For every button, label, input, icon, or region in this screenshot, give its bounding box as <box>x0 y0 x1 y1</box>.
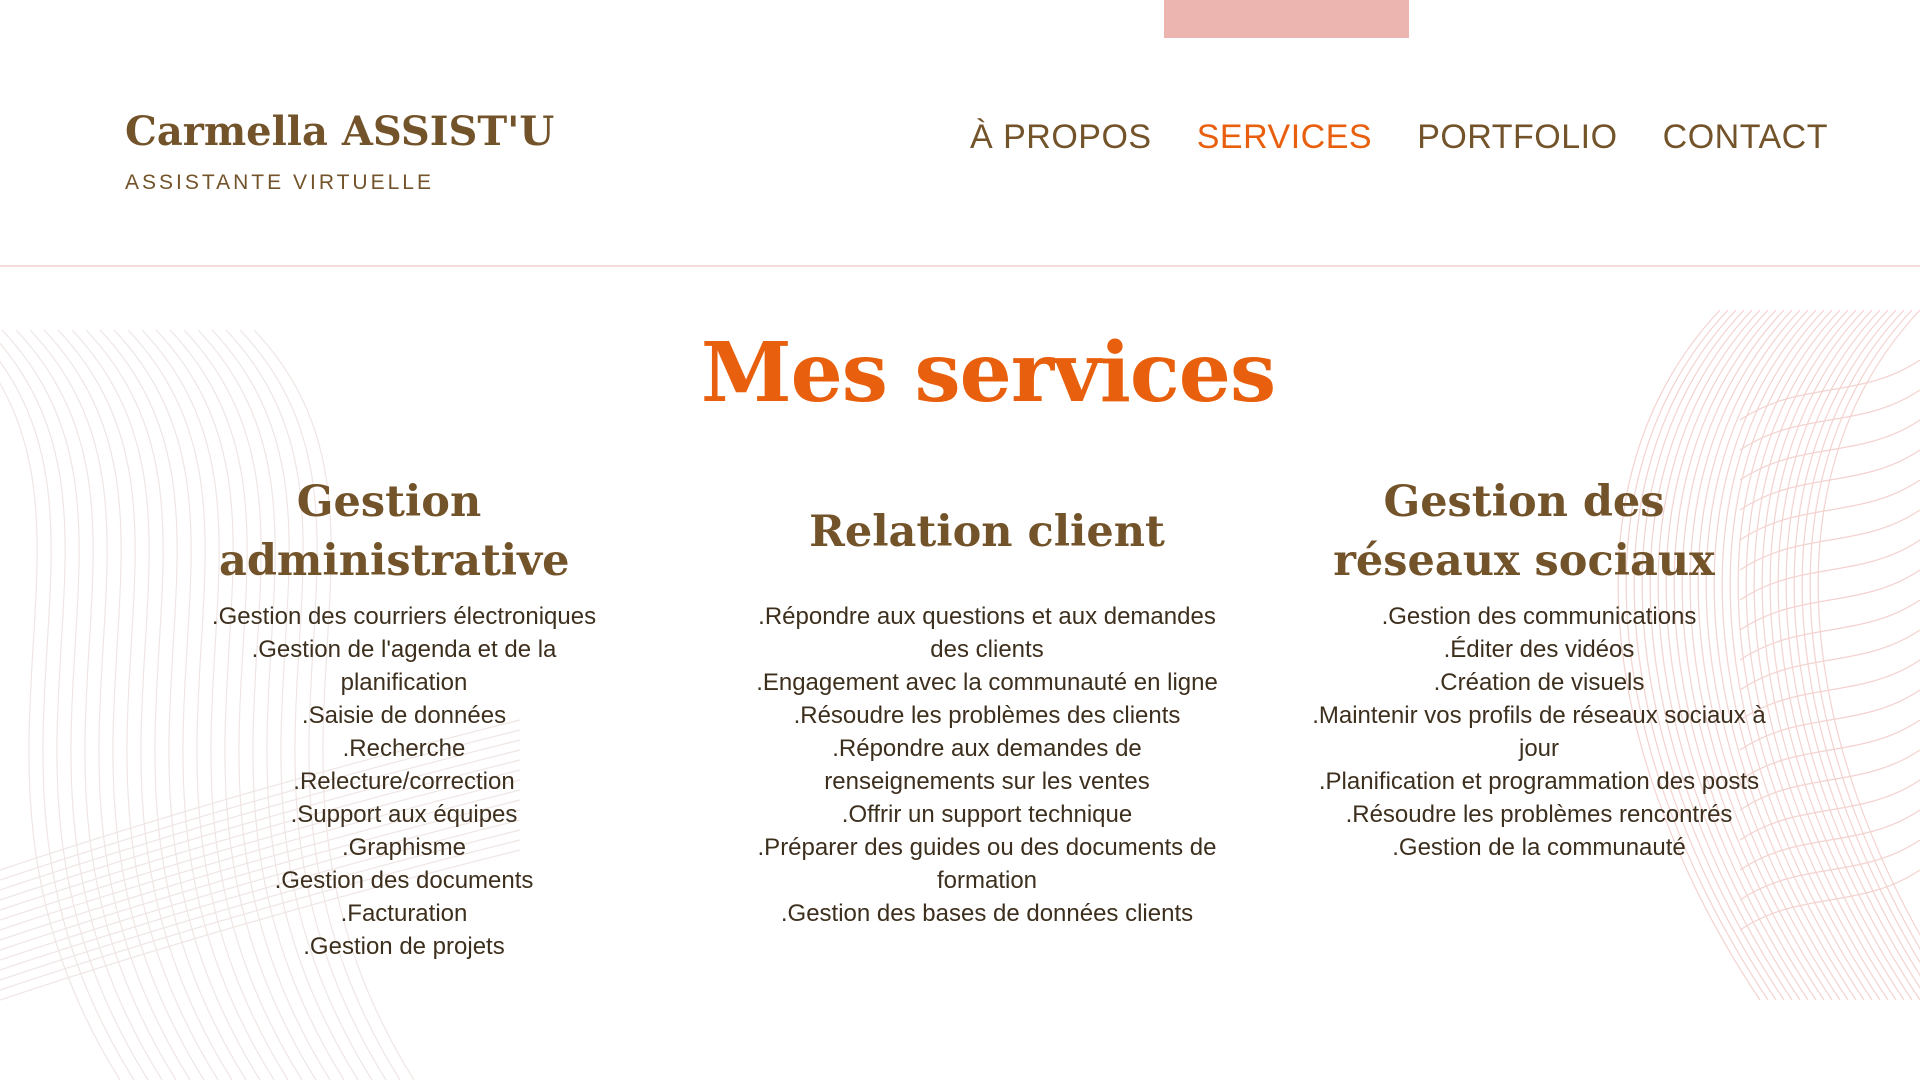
active-nav-marker <box>1164 0 1409 38</box>
brand <box>125 108 554 195</box>
list-item: .Maintenir vos profils de réseaux sociaux à jour <box>1312 702 1766 762</box>
list-item: .Gestion des documents <box>274 867 534 894</box>
service-list <box>727 600 1247 930</box>
header-divider <box>0 265 1920 267</box>
list-item: .Éditer des vidéos <box>1443 636 1635 663</box>
column-title-wrap <box>1279 472 1799 592</box>
list-item: .Graphisme <box>341 834 467 861</box>
list-item: .Relecture/correction <box>293 768 515 795</box>
column-title: Gestion administrative <box>219 477 570 586</box>
list-item: .Facturation <box>340 900 468 927</box>
brand-name[interactable]: Carmella ASSIST'U <box>125 108 555 155</box>
list-item: .Planification et programmation des posts <box>1318 768 1760 795</box>
list-item: .Saisie de données <box>301 702 507 729</box>
service-list <box>1279 600 1799 864</box>
column-title: Gestion des réseaux sociaux <box>1333 477 1715 586</box>
list-item: .Gestion de la communauté <box>1392 834 1686 861</box>
list-item: .Gestion de l'agenda et de la planification <box>251 636 557 696</box>
service-column-client <box>727 472 1247 930</box>
service-list <box>144 600 664 963</box>
list-item: .Gestion de projets <box>303 933 505 960</box>
column-title-wrap <box>144 472 664 592</box>
brand-tagline: ASSISTANTE VIRTUELLE <box>125 171 434 194</box>
service-column-admin <box>144 472 664 963</box>
main-nav <box>970 118 1828 157</box>
list-item: .Création de visuels <box>1433 669 1645 696</box>
list-item: .Offrir un support technique <box>841 801 1133 828</box>
column-title-wrap <box>727 472 1247 592</box>
list-item: .Résoudre les problèmes des clients <box>793 702 1181 729</box>
list-item: .Gestion des bases de données clients <box>780 900 1194 927</box>
nav-item-services[interactable]: SERVICES <box>1196 118 1373 156</box>
page-title: Mes services <box>700 325 1276 421</box>
list-item: .Gestion des courriers électroniques <box>211 603 597 630</box>
list-item: .Répondre aux questions et aux demandes des clients <box>758 603 1216 663</box>
list-item: .Recherche <box>342 735 466 762</box>
column-title: Relation client <box>809 506 1165 557</box>
list-item: .Répondre aux demandes de renseignements sur les ventes <box>824 735 1150 795</box>
service-column-social <box>1279 472 1799 864</box>
list-item: .Support aux équipes <box>290 801 518 828</box>
list-item: .Engagement avec la communauté en ligne <box>756 669 1218 696</box>
list-item: .Préparer des guides ou des documents de formation <box>757 834 1217 894</box>
list-item: .Gestion des communications <box>1381 603 1697 630</box>
nav-item-contact[interactable]: CONTACT <box>1662 118 1828 156</box>
nav-item-portfolio[interactable]: PORTFOLIO <box>1417 118 1618 156</box>
nav-item-a-propos[interactable]: À PROPOS <box>970 118 1152 156</box>
list-item: .Résoudre les problèmes rencontrés <box>1345 801 1733 828</box>
